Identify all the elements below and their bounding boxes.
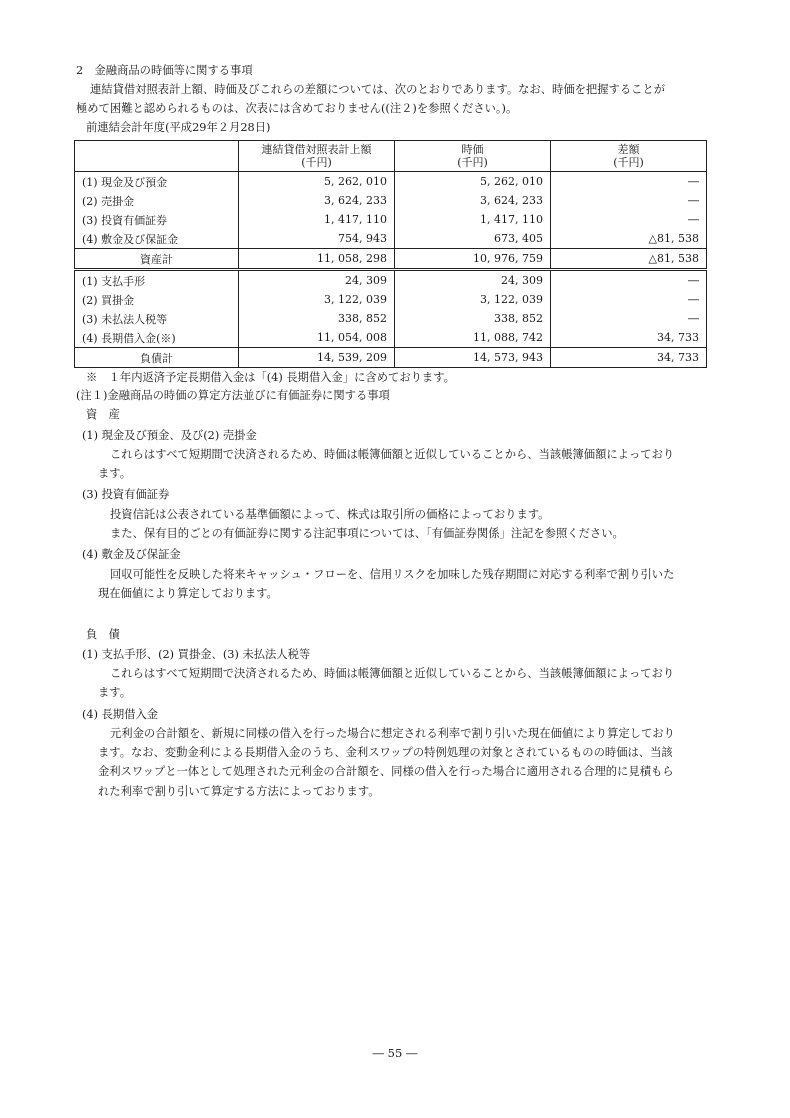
liabilities-item-1-line-1: これらはすべて短期間で決済されるため、時価は帳簿価額と近似していることから、当該帳簿価額によっており [110, 667, 675, 680]
assets-item-1-line-2: ます。 [98, 467, 131, 480]
table-row: (3) 投資有価証券 1, 417, 110 1, 417, 110 ― [75, 210, 707, 229]
liabilities-item-2-line-3: 金利スワップと一体として処理された元利金の合計額を、同様の借入を行った場合に適用される合理的に見積もら [98, 765, 674, 778]
liabilities-item-2-title: (4) 長期借入金 [82, 708, 159, 721]
liabilities-item-2-line-2: ます。なお、変動金利による長期借入金のうち、金利スワップの特例処理の対象とされているものの時価は、当該 [98, 746, 673, 759]
header-book-value: 連結貸借対照表計上額 (千円) [239, 141, 395, 172]
table-row: (1) 支払手形 24, 309 24, 309 ― [75, 270, 707, 291]
assets-item-1-line-1: これらはすべて短期間で決済されるため、時価は帳簿価額と近似していることから、当該帳簿価額によっており [110, 448, 675, 461]
assets-item-1-title: (1) 現金及び預金、及び(2) 売掛金 [82, 429, 257, 442]
table-footnote: ※ １年内返済予定長期借入金は「(4) 長期借入金」に含めております。 [86, 371, 455, 384]
liabilities-item-2-line-4: れた利率で割り引いて算定する方法によっております。 [98, 785, 380, 798]
table-row: (4) 敷金及び保証金 754, 943 673, 405 △81, 538 [75, 229, 707, 249]
liabilities-item-1-title: (1) 支払手形、(2) 買掛金、(3) 未払法人税等 [82, 648, 311, 661]
table-row: (2) 買掛金 3, 122, 039 3, 122, 039 ― [75, 290, 707, 309]
page-number: ― 55 ― [372, 1046, 418, 1060]
section-title: 2 金融商品の時価等に関する事項 [76, 64, 253, 77]
intro-line-2: 極めて困難と認められるものは、次表には含めておりません((注２)を参照ください。)。 [76, 102, 518, 115]
assets-item-2-line-2: また、保有目的ごとの有価証券に関する注記事項については、「有価証券関係」注記を参照ください。 [110, 527, 624, 540]
assets-item-2-line-1: 投資信託は公表されている基準価額によって、株式は取引所の価格によっております。 [110, 508, 550, 521]
assets-item-2-title: (3) 投資有価証券 [82, 488, 170, 501]
liabilities-item-2-line-1: 元利金の合計額を、新規に同様の借入を行った場合に想定される利率で割り引いた現在価値により算定しており [110, 727, 675, 740]
assets-total-row: 資産計 11, 058, 298 10, 976, 759 △81, 538 [75, 249, 707, 270]
header-item [75, 141, 239, 172]
assets-item-3-line-2: 現在価値により算定しております。 [98, 587, 278, 600]
liabilities-total-row: 負債計 14, 539, 209 14, 573, 943 34, 733 [75, 348, 707, 368]
table-header-row [75, 141, 707, 172]
assets-heading: 資 産 [86, 408, 120, 421]
table-row: (2) 売掛金 3, 624, 233 3, 624, 233 ― [75, 191, 707, 210]
table-row: (4) 長期借入金(※) 11, 054, 008 11, 088, 742 34, 733 [75, 328, 707, 348]
note1-title: (注１)金融商品の時価の算定方法並びに有価証券に関する事項 [76, 389, 390, 402]
assets-item-3-title: (4) 敷金及び保証金 [82, 548, 181, 561]
table-row: (3) 未払法人税等 338, 852 338, 852 ― [75, 309, 707, 328]
intro-line-1: 連結貸借対照表計上額、時価及びこれらの差額については、次のとおりであります。なお、時価を把握することが [90, 83, 666, 96]
header-fair-value: 時価 (千円) [395, 141, 551, 172]
fair-value-table [74, 140, 707, 368]
header-difference: 差額 (千円) [551, 141, 707, 172]
liabilities-heading: 負 債 [86, 628, 120, 641]
liabilities-item-1-line-2: ます。 [98, 686, 131, 699]
assets-item-3-line-1: 回収可能性を反映した将来キャッシュ・フローを、信用リスクを加味した残存期間に対応する利率で割り引いた [110, 568, 675, 581]
table-row: (1) 現金及び預金 5, 262, 010 5, 262, 010 ― [75, 172, 707, 192]
period-label: 前連結会計年度(平成29年２月28日) [86, 121, 271, 134]
